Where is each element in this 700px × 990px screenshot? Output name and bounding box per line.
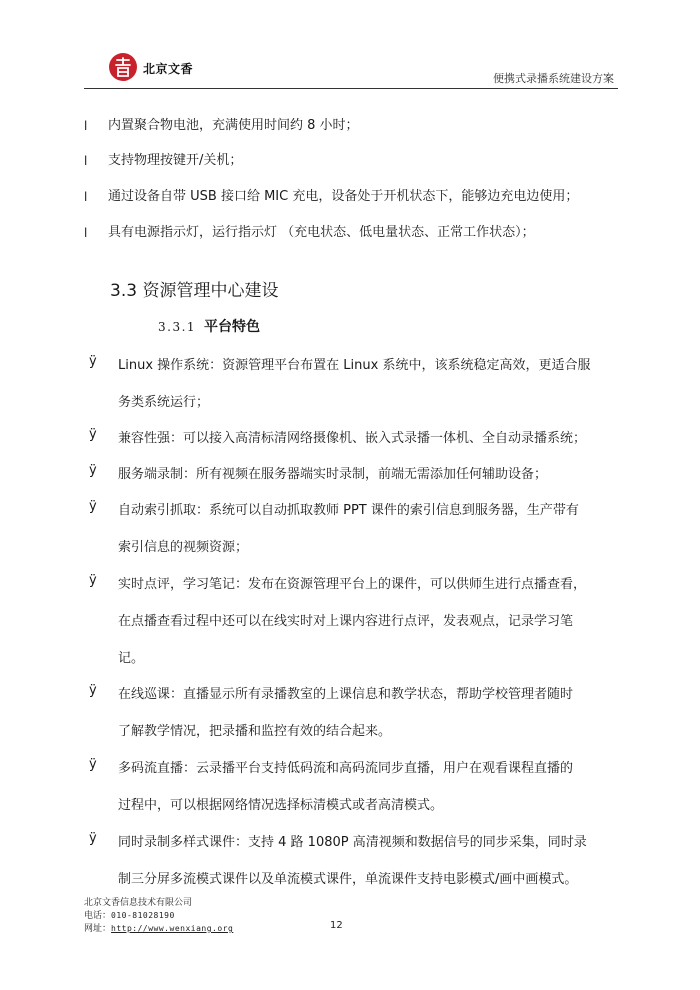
feature-line: 实时点评，学习笔记：发布在资源管理平台上的课件，可以供师生进行点播查看， (118, 577, 587, 592)
feature-line: 过程中，可以根据网络情况选择标清模式或者高清模式。 (118, 798, 444, 813)
list-item-text: 具有电源指示灯，运行指示灯 （充电状态、低电量状态、正常工作状态）； (108, 225, 535, 240)
feature-line: 兼容性强：可以接入高清标清网络摄像机、嵌入式录播一体机、全自动录播系统； (118, 431, 587, 446)
list-item-text: 支持物理按键开/关机； (108, 153, 243, 168)
feature-line: 制三分屏多流模式课件以及单流模式课件，单流课件支持电影模式/画中画模式。 (118, 872, 578, 887)
feature-line: 在线巡课：直播显示所有录播教室的上课信息和教学状态，帮助学校管理者随时 (118, 687, 574, 702)
document-title: 便携式录播系统建设方案 (493, 72, 614, 85)
header-divider (84, 88, 618, 89)
bullet-marker: ÿ (89, 499, 97, 514)
subsection-number: 3.3.1 (158, 320, 197, 334)
section-heading: 3.3 资源管理中心建设 (110, 281, 279, 301)
feature-line: 务类系统运行； (118, 395, 210, 410)
footer-phone (84, 908, 175, 921)
bullet-marker: ÿ (89, 354, 97, 369)
bullet-marker: ÿ (89, 831, 97, 846)
list-item-text: 内置聚合物电池，充满使用时间约 8 小时； (108, 118, 359, 133)
footer-phone-number: 010-81028190 (111, 911, 175, 920)
bullet-marker: l (84, 226, 88, 240)
bullet-marker: ÿ (89, 683, 97, 698)
feature-line: 在点播查看过程中还可以在线实时对上课内容进行点评，发表观点，记录学习笔 (118, 614, 574, 629)
feature-line: 多码流直播：云录播平台支持低码流和高码流同步直播，用户在观看课程直播的 (118, 761, 574, 776)
company-logo-text: 北京文香 (143, 62, 194, 76)
list-item-text: 通过设备自带 USB 接口给 MIC 充电，设备处于开机状态下，能够边充电边使用； (108, 189, 579, 204)
footer-site-link[interactable]: http://www.wenxiang.org (111, 924, 234, 933)
feature-line: 同时录制多样式课件：支持 4 路 1080P 高清视频和数据信号的同步采集，同时录 (118, 835, 587, 850)
footer-phone-label: 电话： (84, 911, 112, 921)
bullet-marker: l (84, 154, 88, 168)
feature-line: 索引信息的视频资源； (118, 540, 249, 555)
bullet-marker: ÿ (89, 463, 97, 478)
subsection-title: 平台特色 (204, 319, 261, 335)
bullet-marker: l (84, 190, 88, 204)
feature-line: 服务端录制：所有视频在服务器端实时录制，前端无需添加任何辅助设备； (118, 467, 548, 482)
bullet-marker: l (84, 119, 88, 133)
bullet-marker: ÿ (89, 757, 97, 772)
footer-website (84, 921, 233, 934)
bullet-marker: ÿ (89, 427, 97, 442)
feature-line: 自动索引抓取：系统可以自动抓取教师 PPT 课件的索引信息到服务器，生产带有 (118, 503, 579, 518)
footer-company: 北京文香信息技术有限公司 (84, 898, 193, 908)
feature-line: 记。 (118, 651, 145, 666)
subsection-heading (158, 316, 260, 336)
footer-site-label: 网址： (84, 924, 112, 934)
feature-line: Linux 操作系统：资源管理平台布置在 Linux 系统中，该系统稳定高效，更适合服 (118, 358, 591, 373)
company-logo-icon (108, 52, 138, 82)
bullet-marker: ÿ (89, 573, 97, 588)
page-number: 12 (330, 920, 343, 931)
feature-line: 了解教学情况，把录播和监控有效的结合起来。 (118, 724, 392, 739)
